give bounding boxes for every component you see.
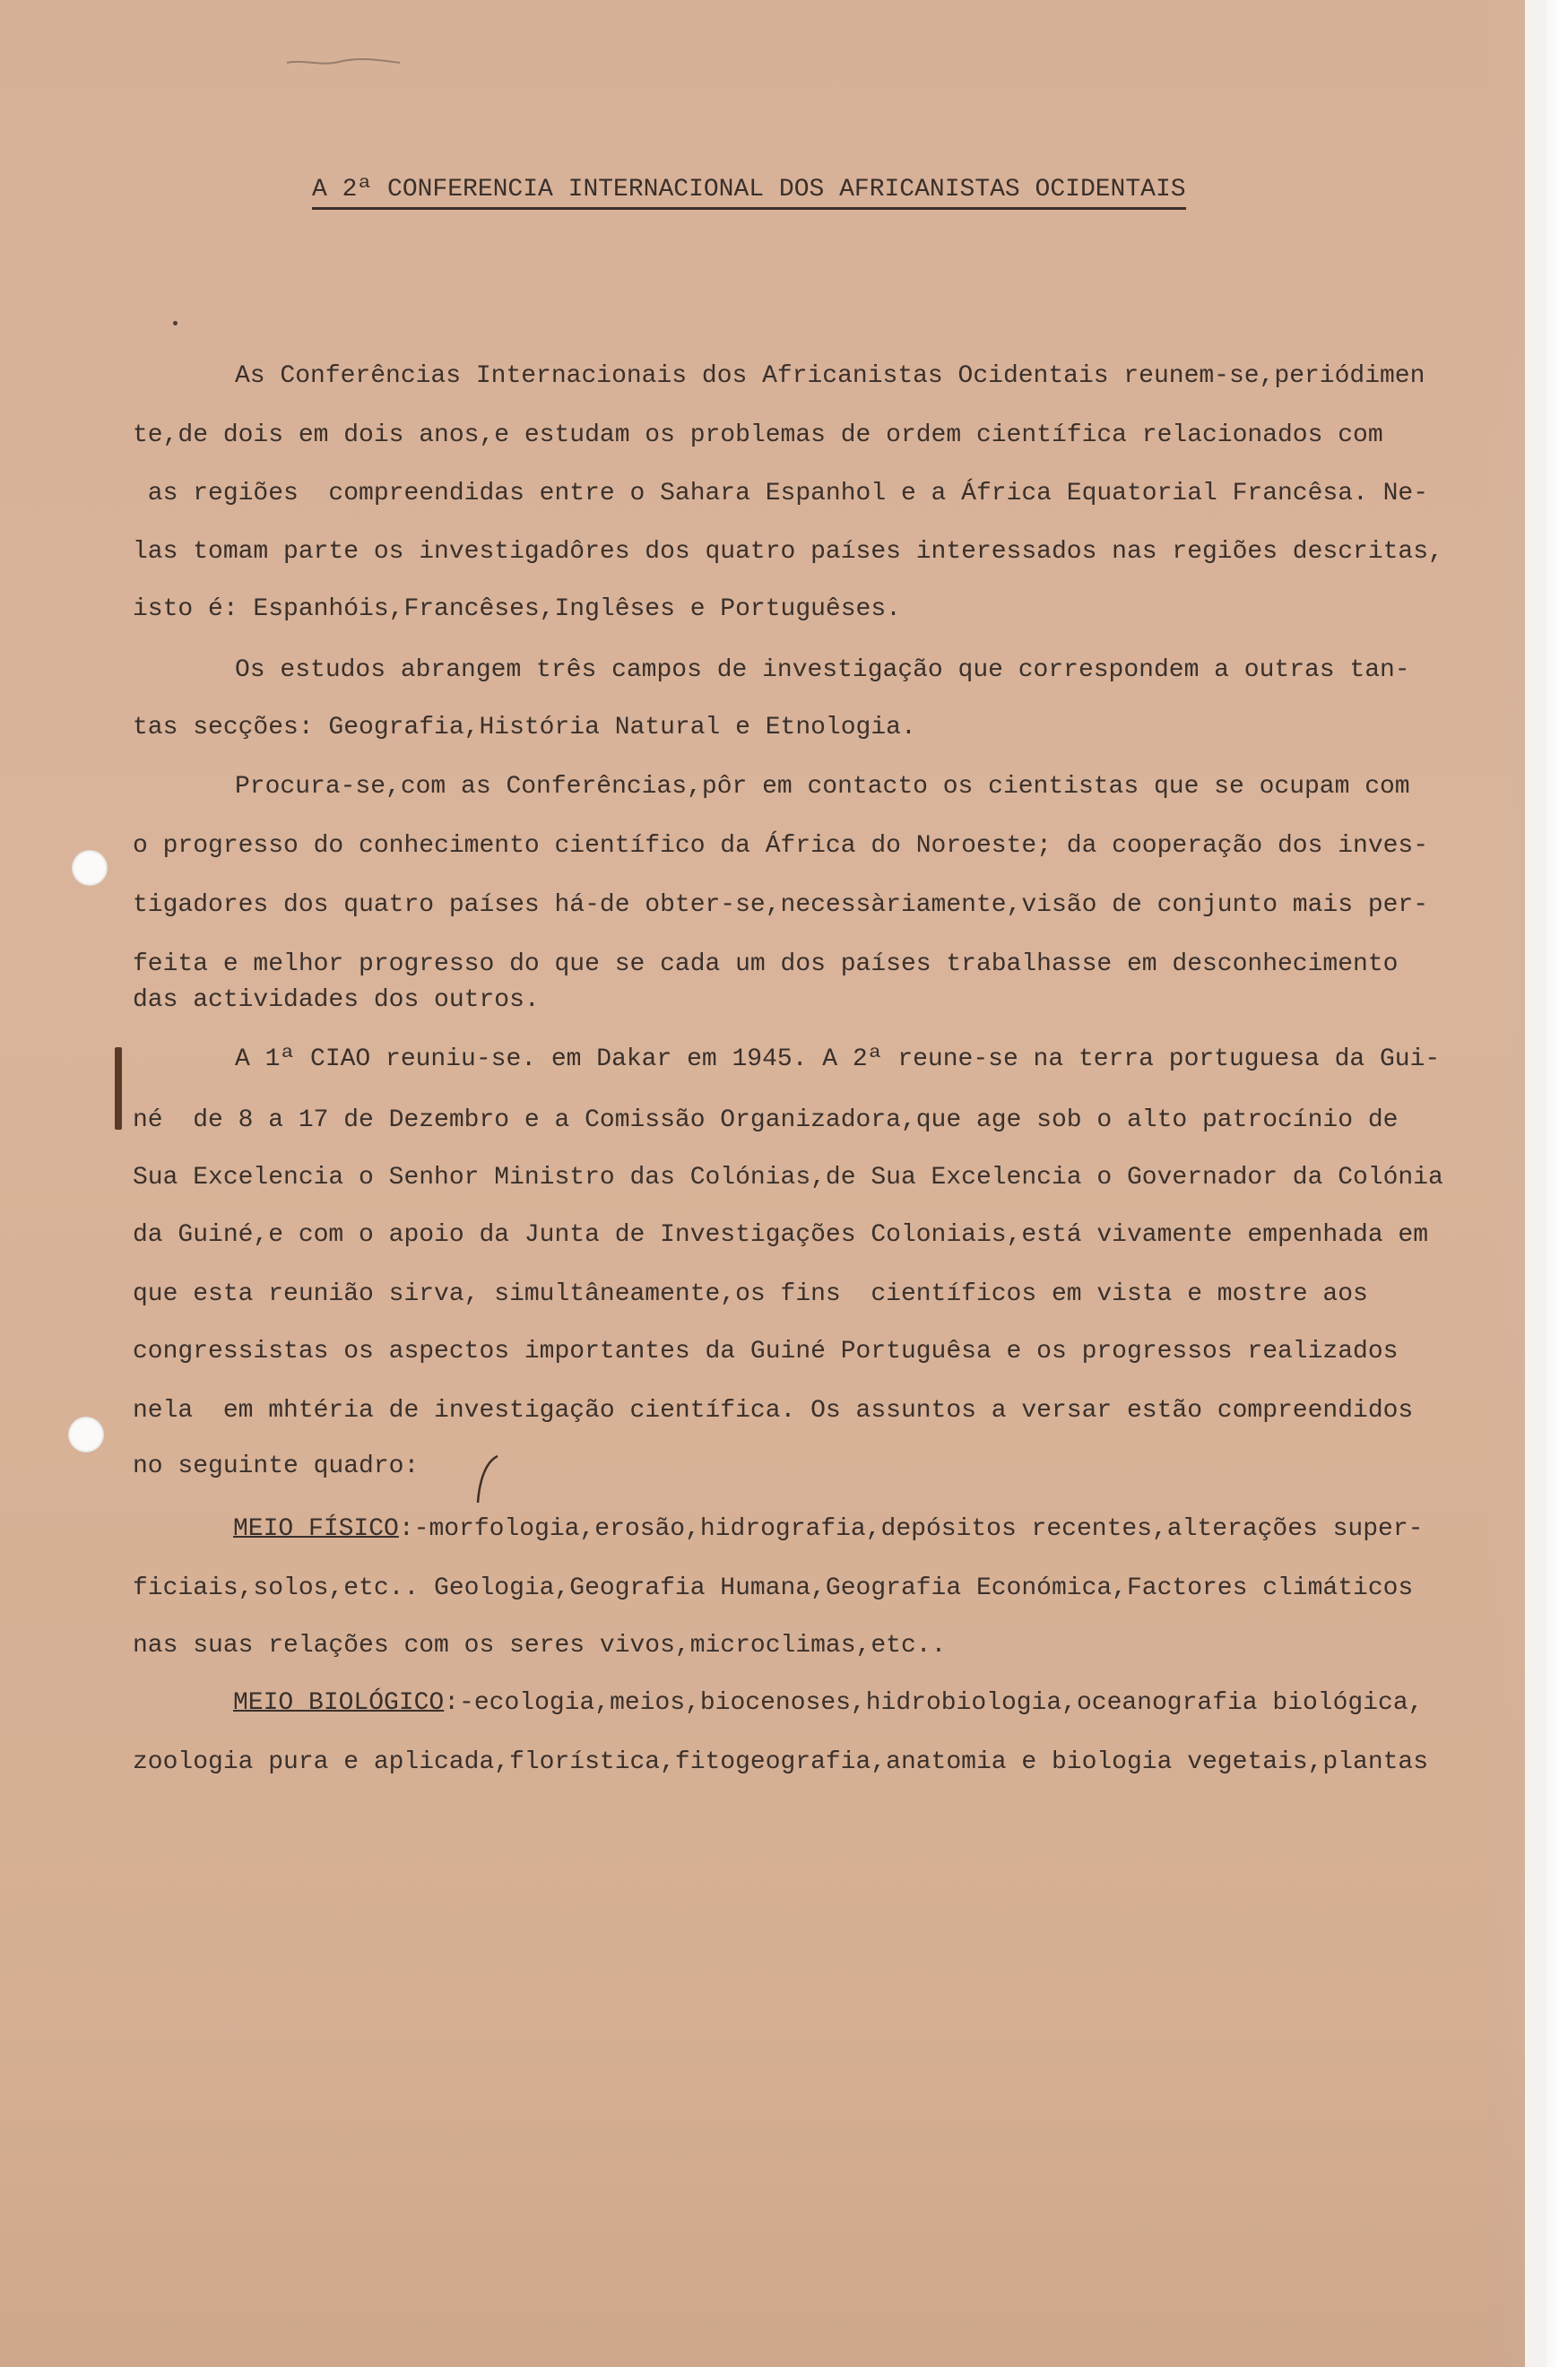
rust-clip-mark (115, 1047, 122, 1130)
paper-crease (1488, 0, 1560, 2367)
paragraph-1-line: As Conferências Internacionais dos Africanistas Ocidentais reunem-se,periódimen (235, 362, 1425, 390)
paper-shade (0, 2026, 1546, 2367)
paragraph-2-line: tas secções: Geografia,História Natural e Etnologia. (133, 714, 916, 741)
paragraph-4-line: congressistas os aspectos importantes da Guiné Portuguêsa e os progressos realizados (133, 1338, 1399, 1366)
paragraph-3-line: feita e melhor progresso do que se cada um dos países trabalhasse em desconhecimento (133, 950, 1399, 978)
paragraph-3-line: o progresso do conhecimento científico da África do Noroeste; da cooperação dos inves- (133, 832, 1429, 860)
document-title: A 2ª CONFERENCIA INTERNACIONAL DOS AFRICANISTAS OCIDENTAIS (312, 176, 1186, 210)
meio-biologico-line: zoologia pura e aplicada,florística,fitogeografia,anatomia e biologia vegetais,plantas (133, 1748, 1429, 1776)
meio-fisico-line (233, 1515, 1423, 1544)
ink-dot (173, 321, 178, 325)
paragraph-2-line: Os estudos abrangem três campos de investigação que correspondem a outras tan- (235, 656, 1410, 684)
meio-fisico-line: nas suas relações com os seres vivos,microclimas,etc.. (133, 1632, 947, 1660)
meio-biologico-heading: MEIO BIOLÓGICO (233, 1689, 445, 1717)
paragraph-4-line: Sua Excelencia o Senhor Ministro das Colónias,de Sua Excelencia o Governador da Colónia (133, 1164, 1443, 1192)
paragraph-3-line: tigadores dos quatro países há-de obter-se,necessàriamente,visão de conjunto mais per- (133, 891, 1429, 919)
paragraph-3-line: das actividades dos outros. (133, 986, 540, 1014)
paragraph-1-line: isto é: Espanhóis,Francêses,Inglêses e Portuguêses. (133, 595, 901, 623)
meio-fisico-line: ficiais,solos,etc.. Geologia,Geografia Humana,Geografia Económica,Factores climáticos (133, 1574, 1414, 1602)
paragraph-4-line: A 1ª CIAO reuniu-se. em Dakar em 1945. A 2ª reune-se na terra portuguesa da Gui- (235, 1045, 1441, 1073)
meio-biologico-text: :-ecologia,meios,biocenoses,hidrobiologia,oceanografia biológica, (444, 1689, 1424, 1717)
paragraph-4-line: que esta reunião sirva, simultâneamente,os fins científicos em vista e mostre aos (133, 1280, 1368, 1308)
punch-hole-bottom (68, 1417, 104, 1452)
paragraph-1-line: te,de dois em dois anos,e estudam os problemas de ordem científica relacionados com (133, 421, 1383, 449)
meio-fisico-text: :-morfologia,erosão,hidrografia,depósitos recentes,alterações super- (398, 1515, 1424, 1543)
paragraph-1-line: las tomam parte os investigadôres dos quatro países interessados nas regiões descritas, (133, 538, 1443, 566)
pencil-scribble-mark (285, 54, 402, 72)
page-right-margin (1525, 0, 1546, 2367)
pencil-check-mark (471, 1452, 507, 1506)
paragraph-3-line: Procura-se,com as Conferências,pôr em contacto os cientistas que se ocupam com (235, 773, 1410, 801)
punch-hole-top (72, 850, 108, 886)
paragraph-1-line: as regiões compreendidas entre o Sahara Espanhol e a África Equatorial Francêsa. Ne- (133, 480, 1429, 507)
meio-biologico-line (233, 1689, 1423, 1718)
paragraph-4-line: nela em mhtéria de investigação científica. Os assuntos a versar estão compreendidos (133, 1397, 1414, 1425)
meio-fisico-heading: MEIO FÍSICO (233, 1515, 399, 1543)
paragraph-4-line: da Guiné,e com o apoio da Junta de Investigações Coloniais,está vivamente empenhada em (133, 1221, 1429, 1249)
paragraph-4-line: né de 8 a 17 de Dezembro e a Comissão Organizadora,que age sob o alto patrocínio de (133, 1106, 1399, 1134)
paragraph-4-line: no seguinte quadro: (133, 1452, 420, 1480)
